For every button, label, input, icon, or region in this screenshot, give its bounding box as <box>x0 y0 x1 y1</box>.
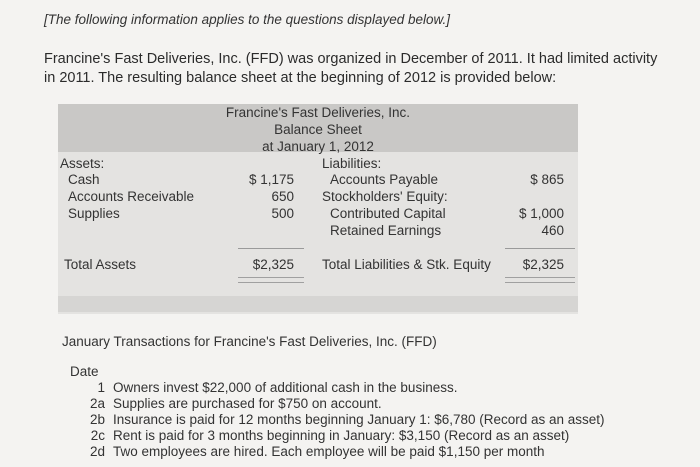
retained-earnings-value: 460 <box>541 223 564 238</box>
asset-value-cash: $ 1,175 <box>248 172 294 187</box>
assets-double-underline <box>238 277 304 283</box>
balance-sheet-company: Francine's Fast Deliveries, Inc. <box>225 105 411 120</box>
transaction-row <box>70 428 569 443</box>
transaction-text: Owners invest $22,000 of additional cash in the business. <box>113 380 458 395</box>
balance-sheet-date: at January 1, 2012 <box>262 139 374 154</box>
contributed-capital-label: Contributed Capital <box>330 206 446 221</box>
total-assets-value: $2,325 <box>252 257 294 272</box>
total-liabilities-equity-label: Total Liabilities & Stk. Equity <box>322 257 491 272</box>
liabilities-subtotal-rule <box>505 248 575 249</box>
intro-note: [The following information applies to the questions displayed below.] <box>44 12 450 27</box>
liabilities-header: Liabilities: <box>322 156 382 171</box>
balance-sheet-footer-bar <box>58 296 578 312</box>
transaction-code: 2c <box>90 428 105 443</box>
intro-paragraph: Francine's Fast Deliveries, Inc. (FFD) was organized in December of 2011. It had limited activity in 2011. The resulting balance sheet at the beginning of 2012 is provided below: <box>44 51 658 86</box>
date-header: Date <box>70 364 99 379</box>
transaction-text: Two employees are hired. Each employee will be paid $1,150 per month <box>113 444 545 459</box>
assets-subtotal-rule <box>238 248 304 249</box>
retained-earnings-label: Retained Earnings <box>330 223 442 238</box>
asset-label-supplies: Supplies <box>68 206 120 221</box>
transaction-code: 2a <box>89 396 105 411</box>
transactions-title: January Transactions for Francine's Fast Deliveries, Inc. (FFD) <box>62 334 437 349</box>
transaction-text: Insurance is paid for 12 months beginning January 1: $6,780 (Record as an asset) <box>113 412 605 427</box>
transaction-text: Supplies are purchased for $750 on account. <box>113 396 382 411</box>
transaction-row <box>70 444 545 459</box>
asset-value-supplies: 500 <box>271 206 294 221</box>
transaction-row <box>70 412 605 427</box>
transaction-code: 1 <box>97 380 105 395</box>
balance-sheet-title: Balance Sheet <box>274 122 362 137</box>
contributed-capital-value: $ 1,000 <box>518 206 564 221</box>
asset-label-cash: Cash <box>68 172 100 187</box>
total-assets-label: Total Assets <box>64 257 137 272</box>
transaction-text: Rent is paid for 3 months beginning in January: $3,150 (Record as an asset) <box>113 428 570 443</box>
accounts-payable-value: $ 865 <box>530 172 564 187</box>
accounts-payable-label: Accounts Payable <box>330 172 439 187</box>
assets-header: Assets: <box>60 156 105 171</box>
asset-label-receivable: Accounts Receivable <box>68 189 195 204</box>
asset-value-receivable: 650 <box>271 189 294 204</box>
liabilities-double-underline <box>505 277 575 283</box>
total-liabilities-equity-value: $2,325 <box>522 257 564 272</box>
transaction-row <box>70 380 457 395</box>
equity-header: Stockholders' Equity: <box>322 189 448 204</box>
transaction-code: 2d <box>89 444 105 459</box>
transaction-row <box>70 396 382 411</box>
transaction-code: 2b <box>89 412 105 427</box>
